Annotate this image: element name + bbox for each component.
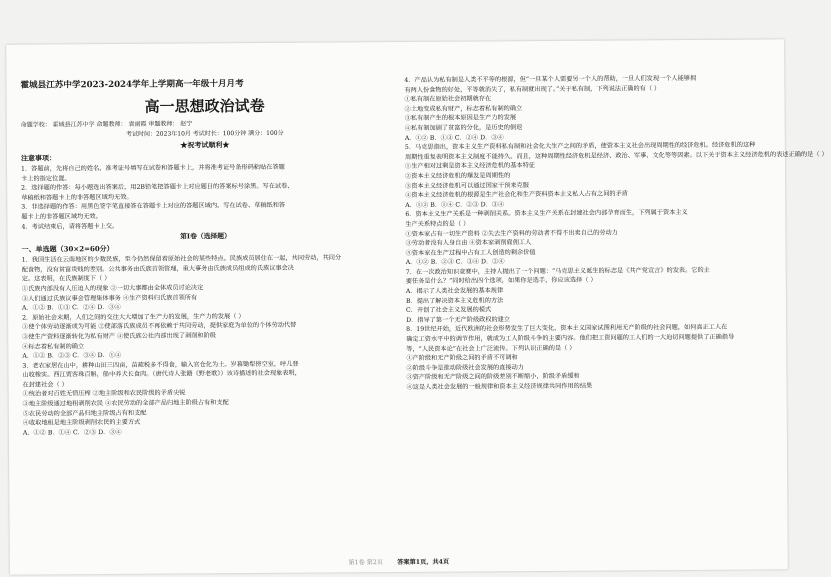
- statement-option: ④私有制加剧了贫富的分化，是历史的倒退: [404, 124, 523, 132]
- choice-option: D．指导了第一个无产阶级政权的建立: [406, 316, 511, 324]
- question-stem: 定。这表明，在氏族制度下（ ）: [21, 275, 111, 283]
- statement-option: ②土地变成私有财产，标志着私有制的确立: [404, 104, 523, 113]
- mcq-heading: 一、单选题（30×2=60分）: [21, 244, 114, 254]
- statement-option: ②资本主义经济危机的爆发是周期性的: [405, 172, 511, 180]
- question-7: [406, 265, 772, 325]
- question-4: [404, 73, 770, 143]
- page-footer: [10, 554, 788, 568]
- exam-sheet: [6, 39, 828, 574]
- question-stem: 确定工资水平中的调节作用，就成为工人阶级斗争的主要内容。他们把工资问题的工人们的一大迫切问题提供了正确指导: [406, 333, 735, 343]
- note-line: 题卡上的非答题区域均无效。: [21, 213, 102, 221]
- question-stem: 有两人份食物的好处，平等就消失了，私有制就出现了。”关于私有制，下列说法正确的有（ ）: [404, 84, 661, 94]
- statement-option: ②阶级斗争是推动阶级社会发展的直接动力: [406, 363, 525, 372]
- question-3: [22, 359, 391, 438]
- question-stem: 8．19世纪开始，近代欧洲的社会形势发生了巨大变化，资本主义国家试图利用无产阶级的社会问题，如何真正工人在: [406, 324, 728, 334]
- right-column: [404, 39, 828, 392]
- part-one-heading: 第Ⅰ卷（选择题）: [180, 232, 231, 241]
- choice-option: A．揭示了人类社会发展的基本规律: [405, 287, 504, 295]
- answer-choices: A．①② B．①③ C．②④ D．③④: [404, 133, 504, 142]
- answer-choices: A．①② B．①③ C．②④ D．③④: [21, 304, 121, 312]
- statement-option: ③人们通过氏族议事会管理集体事务 ④生产资料归氏族首领所有: [21, 293, 198, 303]
- statement-option: ④这是人类社会发展的一般规律和资本主义经济规律共同作用的结果: [406, 382, 593, 391]
- good-luck-note: ★祝考试顺利★: [180, 140, 230, 150]
- statement-option: ③资本主义经济危机可以通过国家干预来克服: [405, 181, 529, 190]
- statement-option: ④资本主义经济危机的根源是生产社会化和生产资料资本主义私人占有之间的矛盾: [405, 190, 628, 200]
- statement-option: ⑤农民劳动的全部产品归地主阶级占有和支配: [22, 409, 147, 418]
- statement-option: ④收取地租是地主阶级剥削农民的主要方式: [22, 419, 141, 427]
- footer-smudge: 第1卷 第2页: [348, 559, 384, 567]
- statement-option: ③资产阶级和无产阶级之间的阶级差别不断缩小，阶级矛盾缓和: [406, 373, 580, 382]
- statement-option: ①资本家占有一切生产资料 ②失去生产资料的劳动者不得不出卖自己的劳动力: [405, 228, 618, 238]
- note-line: 2．选择题的作答：每小题选出答案后，用2B铅笔把答题卡上对应题目的答案标号涂黑。写在试卷、: [21, 182, 294, 192]
- question-stem: 要任务是什么？”同时给出四个选项，如果你是选手，你应该选择（ ）: [405, 277, 597, 286]
- choice-option: C．开创了社会主义发展的模式: [406, 306, 492, 315]
- question-stem: 2．原始社会末期，人们之间的交往大大增加了生产力的发展，生产力的发展（ ）: [22, 312, 245, 322]
- note-line: 卡上的指定位置。: [21, 174, 71, 183]
- answer-choices: A．①② B．①④ C．②③ D．③④: [22, 428, 122, 437]
- question-stem: 4．产品认为私有制是人类不平等的根源，但“一旦某个人需要另一个人的帮助，一旦人们发现一个人能够拥: [404, 74, 697, 84]
- question-2: [22, 311, 390, 362]
- statement-option: ③劳动者没有人身自由 ④资本家剥削雇佣工人: [405, 239, 532, 248]
- question-stem: 3．老农家居在山中，耕种山田三四亩，苗疏税多不得食，输入官仓化为土。岁暮锄犁傍空室，呼儿登: [22, 360, 299, 370]
- answer-choices: A．①② B．①④ C．②③ D．③④: [405, 200, 505, 209]
- question-stem: 生产关系特点的是（ ）: [405, 220, 470, 228]
- notes-list: [21, 162, 389, 232]
- exam-meta-authors: 命题学校： 霍城县江苏中学 命题教师： 袁丽霞 审题教师： 赵宁: [20, 120, 193, 129]
- statement-option: ③私有制产生的根本原因是生产力的发展: [404, 114, 517, 123]
- school-header: 霍城县江苏中学2023-2024学年上学期高一年级十月月考: [20, 79, 244, 91]
- notes-title: 注意事项：: [20, 153, 56, 163]
- question-8: [406, 323, 772, 393]
- choice-option: B．提出了解决资本主义危机的方法: [405, 296, 504, 305]
- answer-choices: A．①② B．②③ C．③④ D．①④: [22, 352, 122, 360]
- question-stem: 山收橡实。西江贾客珠百斛，船中养犬长食肉。（唐代诗人张籍《野老歌》）该诗描述的社会现象表明，: [22, 369, 301, 379]
- note-line: 草稿纸和答题卡上的非答题区域均无效。: [21, 193, 133, 202]
- statement-option: ③地主阶级通过地租剥削农民 ④农民劳动的全部产品归地主阶级占有和支配: [22, 399, 229, 408]
- statement-option: ①统治者对百姓无情压榨 ②地主阶级和农民阶级的矛盾尖锐: [22, 389, 186, 399]
- question-stem: 等，“人民资本论”在社会上广泛流传。下列认识正确的是（ ）: [406, 344, 576, 353]
- statement-option: ①产阶级和无产阶级之间的矛盾不可调和: [406, 354, 518, 363]
- statement-option: ①使个体劳动逐渐成为可能 ②使部落氏族成员不再依赖于共同劳动，提供家庭为单位的个体劳动代替: [22, 322, 297, 331]
- statement-option: ⑤资本家在生产过程中占有工人创造的剩余价值: [405, 248, 536, 257]
- question-stem: 周期性重复表明资本主义制度不能持久。而且，这种周期性经济危机是经济、政治、军事、文化等等因素。以下关于资本主义经济危机的表述正确的是（ ）: [404, 150, 828, 161]
- question-stem: 5．马克思指出，资本主义生产资料私有制和社会化大生产之间的矛盾，使资本主义社会出现周期性的经济危机。经济危机的这种: [404, 141, 756, 152]
- statement-option: ①私有制在原始社会初期就存在: [404, 95, 492, 104]
- exam-title: 高一思想政治试卷: [144, 96, 265, 116]
- question-stem: 6．资本主义生产关系是一种剥削关系。资本主义生产关系在封建社会内部孕育而生，下列属于资本主义: [405, 209, 688, 219]
- note-line: 1．答题前，先将自己的姓名、准考证号填写在试卷和答题卡上，并将准考证号条形码粘贴在答题: [21, 163, 285, 173]
- statement-option: ④标志着私有制的确立: [22, 342, 85, 351]
- question-stem: 1．我国生活在云南地区的少数民族，至今仍然保留着原始社会的某些特点。民族成员居住在一起，共同劳动，共同分: [21, 254, 342, 264]
- question-stem: 配食物，没有贫富贵贱的差别。公共事务由氏族首领管理，重大事务由氏族成员组成的氏族议事会决: [21, 264, 294, 274]
- question-6: [405, 208, 771, 268]
- answer-choices: A．①② B．②③ C．③④ D．②④: [405, 258, 505, 267]
- question-5: [404, 141, 828, 211]
- note-line: 3．非选择题的作答：用黑色签字笔直接答在答题卡上对应的答题区域内。写在试卷、草稿纸和答: [21, 202, 286, 211]
- question-1: [22, 253, 390, 313]
- note-line: 4．考试结束后，请将答题卡上交。: [21, 222, 119, 231]
- statement-option: ①生产相对过剩是资本主义经济危机的基本特征: [404, 162, 535, 171]
- page-number: 答案第1页，共4页: [397, 558, 450, 567]
- statement-option: ①氏族内部没有人压迫人的现象 ②一切大事都由全体成员讨论决定: [21, 284, 204, 293]
- statement-option: ③使生产资料逐渐转化为私有财产 ④使氏族公社内部出现了剥削和阶级: [22, 332, 217, 341]
- left-column: [20, 42, 391, 438]
- exam-meta-time: 考试时间：2023年10月 考试时长：100分钟 满分：100分: [125, 129, 284, 138]
- question-stem: 在封建社会（ ）: [22, 381, 68, 389]
- question-stem: 7．在一次政治知识竞赛中，主持人抛出了一个问题：“马克思主义诞生的标志是《共产党宣言》的发表。它的主: [405, 266, 710, 276]
